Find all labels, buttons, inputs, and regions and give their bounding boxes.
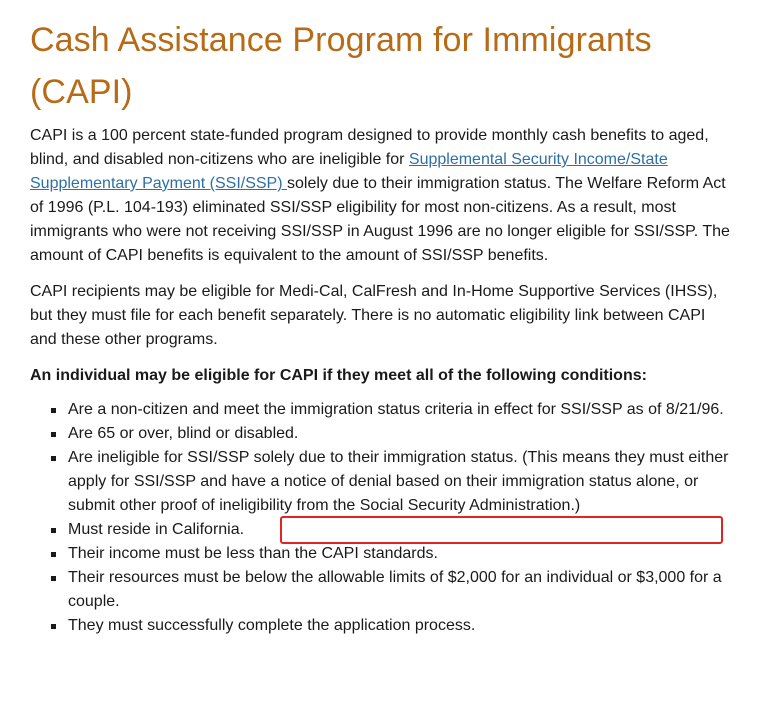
bullet-icon [51,432,56,437]
page-content [30,14,730,638]
condition-text: Must reside in California. [68,521,245,538]
condition-item [68,566,730,614]
condition-text: They must successfully complete the application process. [68,617,476,634]
condition-item [68,446,730,518]
ssi-ssp-link[interactable]: Supplemental Security Income/State Supplementary Payment (SSI/SSP) [30,151,668,192]
intro-text-before-link: CAPI is a 100 percent state-funded program designed to provide monthly cash benefits to aged, blind, and disabled non-citizens who are ineligible for [30,127,709,168]
related-programs-paragraph: CAPI recipients may be eligible for Medi-Cal, CalFresh and In-Home Supportive Services (IHSS), but they must file for each benefit separately. There is no automatic eligibility link between CAPI and these other programs. [30,283,718,348]
intro-text-after-link: solely due to their immigration status. The Welfare Reform Act of 1996 (P.L. 104-193) eliminated SSI/SSP eligibility for most non-citizens. As a result, most immigrants who were not receiving SSI/SSP in August 1996 are no longer eligible for SSI/SSP. The amount of CAPI benefits is equivalent to the amount of SSI/SSP benefits. [30,175,730,264]
bullet-icon [51,456,56,461]
conditions-heading: An individual may be eligible for CAPI if they meet all of the following conditions: [30,367,647,384]
condition-item [68,614,730,638]
condition-text: Are a non-citizen and meet the immigration status criteria in effect for SSI/SSP as of 8/21/96. [68,401,724,418]
condition-item [68,542,730,566]
bullet-icon [51,576,56,581]
bullet-icon [51,408,56,413]
page-title: Cash Assistance Program for Immigrants (CAPI) [30,21,652,111]
intro-paragraph [30,124,730,268]
condition-text: Are 65 or over, blind or disabled. [68,425,299,442]
condition-text: Their income must be less than the CAPI standards. [68,545,438,562]
bullet-icon [51,528,56,533]
condition-item [68,422,730,446]
condition-text: Their resources must be below the allowable limits of $2,000 for an individual or $3,000 for a couple. [68,569,722,610]
condition-text: Are ineligible for SSI/SSP solely due to their immigration status. (This means they must either apply for SSI/SSP and have a notice of denial based on their immigration status alone, or submit other proof of ineligibility from the Social Security Administration.) [68,449,729,514]
highlight-annotation-box [280,516,723,544]
condition-item [68,398,730,422]
bullet-icon [51,552,56,557]
bullet-icon [51,624,56,629]
